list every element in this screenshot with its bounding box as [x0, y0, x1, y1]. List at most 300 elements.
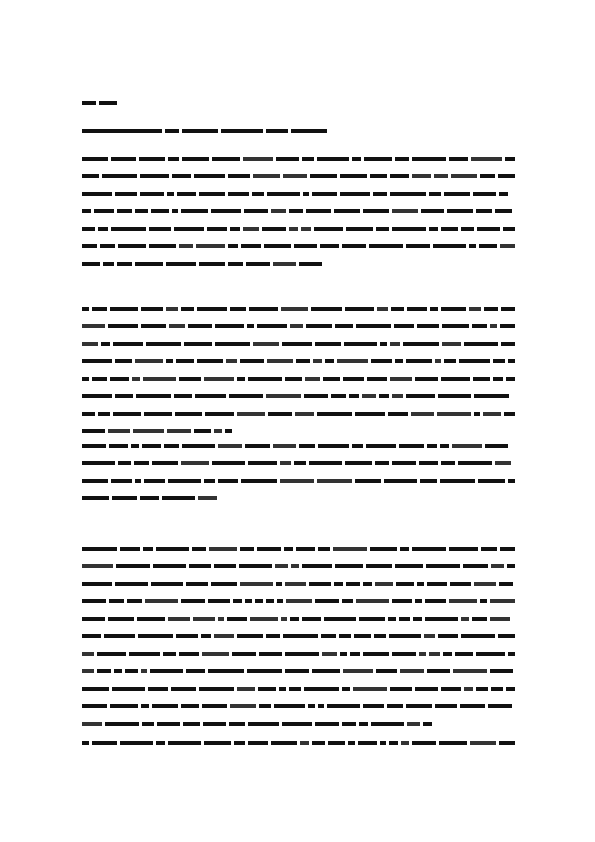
word-mark: [439, 741, 467, 745]
word-mark: [302, 157, 314, 161]
word-mark: [311, 307, 342, 311]
word-mark: [134, 461, 149, 465]
word-mark: [364, 157, 392, 161]
word-mark: [493, 359, 505, 363]
word-mark: [317, 157, 349, 161]
word-mark: [473, 377, 490, 381]
word-mark: [346, 582, 360, 586]
word-mark: [276, 157, 299, 161]
word-mark: [380, 342, 387, 346]
word-mark: [102, 174, 137, 178]
word-mark: [247, 324, 254, 328]
word-mark: [259, 652, 282, 656]
word-mark: [92, 377, 107, 381]
word-mark: [315, 342, 341, 346]
word-mark: [195, 394, 226, 398]
word-mark: [82, 394, 112, 398]
word-mark: [135, 209, 148, 213]
word-mark: [312, 192, 337, 196]
word-mark: [204, 377, 234, 381]
word-mark: [237, 687, 255, 691]
text-line: [82, 100, 515, 105]
word-mark: [171, 687, 196, 691]
word-mark: [257, 547, 281, 551]
word-mark: [183, 722, 200, 726]
word-mark: [266, 394, 301, 398]
text-line: [82, 244, 515, 249]
word-mark: [259, 704, 271, 708]
word-mark: [198, 496, 217, 500]
text-line: [82, 740, 515, 745]
word-mark: [228, 262, 243, 266]
word-mark: [306, 209, 331, 213]
word-mark: [208, 669, 244, 673]
word-mark: [508, 479, 515, 483]
word-mark: [82, 412, 95, 416]
text-line: [82, 564, 515, 569]
word-mark: [97, 669, 111, 673]
word-mark: [82, 741, 89, 745]
word-mark: [470, 741, 496, 745]
word-mark: [179, 652, 199, 656]
text-line: [82, 156, 515, 161]
word-mark: [321, 634, 336, 638]
header-label: [82, 100, 515, 105]
word-mark: [308, 704, 315, 708]
word-mark: [257, 324, 287, 328]
word-mark: [82, 157, 108, 161]
text-line: [82, 616, 515, 621]
word-mark: [281, 307, 308, 311]
word-mark: [82, 617, 105, 621]
word-mark: [375, 461, 389, 465]
word-mark: [291, 564, 299, 568]
word-mark: [149, 227, 171, 231]
word-mark: [358, 741, 377, 745]
word-mark: [455, 652, 473, 656]
word-mark: [283, 634, 318, 638]
word-mark: [289, 687, 301, 691]
word-mark: [103, 262, 114, 266]
word-mark: [334, 209, 360, 213]
word-mark: [193, 617, 215, 621]
word-mark: [113, 412, 141, 416]
word-mark: [82, 599, 106, 603]
word-mark: [392, 227, 426, 231]
word-mark: [377, 307, 388, 311]
word-mark: [168, 157, 179, 161]
word-mark: [449, 547, 478, 551]
word-mark: [215, 342, 250, 346]
word-mark: [136, 394, 171, 398]
word-mark: [241, 479, 277, 483]
word-mark: [266, 634, 280, 638]
word-mark: [508, 359, 515, 363]
word-mark: [82, 227, 95, 231]
word-mark: [204, 741, 231, 745]
word-mark: [309, 582, 331, 586]
word-mark: [450, 582, 471, 586]
word-mark: [317, 479, 352, 483]
text-line: [82, 306, 515, 311]
word-mark: [505, 157, 515, 161]
word-mark: [295, 412, 314, 416]
text-line: [82, 704, 515, 709]
text-line: [82, 429, 232, 434]
word-mark: [400, 669, 424, 673]
word-mark: [176, 359, 194, 363]
word-mark: [471, 157, 502, 161]
word-mark: [142, 722, 154, 726]
word-mark: [201, 634, 211, 638]
word-mark: [150, 669, 183, 673]
word-mark: [290, 324, 303, 328]
word-mark: [384, 479, 417, 483]
word-mark: [245, 444, 270, 448]
word-mark: [429, 192, 441, 196]
word-mark: [322, 652, 337, 656]
word-mark: [480, 174, 495, 178]
word-mark: [145, 599, 178, 603]
word-mark: [342, 599, 353, 603]
word-mark: [253, 174, 280, 178]
word-mark: [481, 547, 497, 551]
word-mark: [267, 192, 300, 196]
word-mark: [239, 564, 272, 568]
word-mark: [133, 429, 164, 433]
word-mark: [458, 461, 492, 465]
word-mark: [245, 599, 252, 603]
word-mark: [234, 741, 245, 745]
word-mark: [137, 617, 165, 621]
word-mark: [82, 669, 94, 673]
word-mark: [356, 324, 391, 328]
word-mark: [240, 547, 254, 551]
word-mark: [349, 394, 359, 398]
word-mark: [115, 192, 137, 196]
word-mark: [451, 174, 477, 178]
word-mark: [228, 174, 250, 178]
word-mark: [266, 599, 274, 603]
word-mark: [441, 687, 461, 691]
word-mark: [100, 244, 115, 248]
word-mark: [82, 324, 105, 328]
word-mark: [474, 582, 496, 586]
word-mark: [177, 192, 196, 196]
word-mark: [469, 244, 476, 248]
word-mark: [253, 342, 279, 346]
word-mark: [406, 359, 432, 363]
word-mark: [290, 617, 299, 621]
word-mark: [247, 669, 282, 673]
word-mark: [139, 157, 165, 161]
text-line: [82, 669, 515, 674]
word-mark: [370, 547, 397, 551]
word-mark: [441, 307, 466, 311]
word-mark: [199, 262, 225, 266]
text-line: [82, 478, 515, 483]
word-mark: [82, 496, 109, 500]
word-mark: [359, 722, 368, 726]
text-line: [82, 376, 515, 381]
word-mark: [181, 704, 199, 708]
word-mark: [82, 582, 112, 586]
word-mark: [369, 244, 403, 248]
word-mark: [271, 741, 297, 745]
word-mark: [282, 342, 312, 346]
word-mark: [172, 209, 178, 213]
word-mark: [498, 174, 515, 178]
word-mark: [277, 599, 283, 603]
word-mark: [343, 669, 373, 673]
word-mark: [163, 652, 176, 656]
word-mark: [388, 412, 408, 416]
word-mark: [460, 704, 485, 708]
word-mark: [499, 192, 508, 196]
word-mark: [82, 307, 89, 311]
word-mark: [199, 192, 225, 196]
word-mark: [214, 564, 236, 568]
word-mark: [98, 412, 110, 416]
word-mark: [306, 324, 332, 328]
word-mark: [395, 359, 403, 363]
word-mark: [82, 174, 99, 178]
word-mark: [503, 227, 515, 231]
word-mark: [289, 227, 298, 231]
text-line: [82, 324, 515, 329]
word-mark: [433, 244, 466, 248]
word-mark: [430, 307, 438, 311]
word-mark: [196, 244, 225, 248]
word-mark: [285, 582, 306, 586]
word-mark: [215, 324, 244, 328]
word-mark: [507, 564, 515, 568]
word-mark: [407, 722, 420, 726]
word-mark: [476, 687, 488, 691]
word-mark: [280, 479, 314, 483]
word-mark: [113, 342, 143, 346]
word-mark: [108, 429, 130, 433]
word-mark: [500, 324, 515, 328]
word-mark: [477, 227, 500, 231]
word-mark: [82, 461, 115, 465]
word-mark: [98, 227, 108, 231]
word-mark: [248, 461, 277, 465]
text-line: [82, 496, 217, 501]
word-mark: [449, 599, 477, 603]
word-mark: [453, 669, 487, 673]
word-mark: [204, 479, 215, 483]
text-line: [82, 174, 515, 179]
word-mark: [449, 157, 468, 161]
word-mark: [115, 359, 132, 363]
word-mark: [493, 377, 503, 381]
word-mark: [252, 192, 264, 196]
word-mark: [299, 262, 322, 266]
word-mark: [192, 547, 206, 551]
word-mark: [300, 741, 309, 745]
word-mark: [390, 687, 412, 691]
word-mark: [168, 741, 201, 745]
word-mark: [109, 444, 128, 448]
word-mark: [129, 652, 160, 656]
word-mark: [209, 547, 237, 551]
word-mark: [141, 669, 147, 673]
word-mark: [232, 652, 256, 656]
text-line: [82, 341, 515, 346]
word-mark: [441, 461, 455, 465]
word-mark: [413, 617, 422, 621]
word-mark: [435, 359, 441, 363]
word-mark: [267, 359, 293, 363]
word-mark: [423, 722, 432, 726]
word-mark: [395, 564, 423, 568]
word-mark: [388, 617, 396, 621]
word-mark: [323, 377, 340, 381]
word-mark: [344, 342, 377, 346]
word-mark: [318, 704, 324, 708]
word-mark: [120, 741, 153, 745]
word-mark: [82, 722, 102, 726]
word-mark: [268, 412, 292, 416]
word-mark: [376, 669, 397, 673]
word-mark: [392, 652, 416, 656]
word-mark: [305, 377, 320, 381]
word-mark: [412, 741, 436, 745]
word-mark: [174, 227, 204, 231]
word-mark: [284, 547, 293, 551]
word-mark: [207, 227, 227, 231]
word-mark: [111, 157, 136, 161]
word-mark: [314, 227, 343, 231]
word-mark: [335, 564, 363, 568]
word-mark: [125, 669, 138, 673]
word-mark: [348, 741, 355, 745]
word-mark: [246, 262, 270, 266]
word-mark: [271, 209, 286, 213]
word-mark: [111, 479, 132, 483]
word-mark: [166, 307, 178, 311]
word-mark: [374, 634, 386, 638]
word-mark: [108, 324, 138, 328]
word-mark: [392, 394, 403, 398]
word-mark: [214, 634, 234, 638]
word-mark: [156, 741, 165, 745]
word-mark: [167, 429, 191, 433]
word-mark: [334, 582, 343, 586]
word-mark: [285, 377, 302, 381]
word-mark: [506, 687, 515, 691]
word-mark: [447, 209, 473, 213]
word-mark: [429, 652, 440, 656]
word-mark: [483, 412, 501, 416]
word-mark: [370, 174, 387, 178]
word-mark: [82, 479, 108, 483]
word-mark: [109, 599, 124, 603]
word-mark: [296, 359, 310, 363]
word-mark: [498, 634, 515, 638]
word-mark: [110, 377, 129, 381]
word-mark: [495, 209, 512, 213]
word-mark: [327, 704, 360, 708]
word-mark: [181, 307, 194, 311]
word-mark: [176, 634, 198, 638]
word-mark: [140, 192, 164, 196]
word-mark: [237, 377, 245, 381]
word-mark: [194, 174, 225, 178]
word-mark: [491, 687, 503, 691]
word-mark: [243, 157, 273, 161]
word-mark: [442, 342, 461, 346]
word-mark: [396, 582, 414, 586]
word-mark: [491, 564, 504, 568]
word-mark: [152, 461, 178, 465]
word-mark: [406, 394, 435, 398]
word-mark: [135, 359, 163, 363]
word-mark: [315, 599, 339, 603]
word-mark: [214, 429, 222, 433]
word-mark: [175, 412, 202, 416]
word-mark: [82, 342, 98, 346]
word-mark: [82, 359, 112, 363]
word-mark: [320, 244, 339, 248]
word-mark: [181, 461, 209, 465]
word-mark: [132, 377, 140, 381]
word-mark: [116, 564, 150, 568]
word-mark: [212, 157, 240, 161]
word-mark: [419, 461, 438, 465]
word-mark: [415, 377, 438, 381]
word-mark: [500, 244, 515, 248]
word-mark: [240, 359, 264, 363]
word-mark: [135, 479, 141, 483]
word-mark: [228, 244, 238, 248]
word-mark: [114, 669, 122, 673]
word-mark: [233, 599, 242, 603]
word-mark: [92, 741, 117, 745]
word-mark: [312, 669, 340, 673]
word-mark: [340, 652, 347, 656]
word-mark: [179, 377, 201, 381]
word-mark: [281, 617, 287, 621]
word-mark: [258, 687, 276, 691]
word-mark: [387, 704, 403, 708]
word-mark: [140, 174, 169, 178]
word-mark: [250, 617, 278, 621]
word-mark: [339, 634, 351, 638]
text-line: [82, 651, 515, 656]
word-mark: [390, 342, 400, 346]
word-mark: [331, 394, 346, 398]
word-mark: [279, 687, 286, 691]
word-mark: [94, 209, 114, 213]
word-mark: [412, 157, 446, 161]
word-mark: [111, 227, 146, 231]
word-mark: [406, 244, 430, 248]
word-mark: [248, 741, 268, 745]
word-mark: [141, 324, 166, 328]
word-mark: [401, 741, 409, 745]
word-mark: [199, 687, 234, 691]
word-mark: [499, 582, 513, 586]
word-mark: [285, 669, 309, 673]
word-mark: [144, 412, 172, 416]
word-mark: [421, 209, 444, 213]
word-mark: [346, 227, 373, 231]
word-mark: [230, 307, 246, 311]
word-mark: [197, 307, 227, 311]
word-mark: [412, 174, 431, 178]
